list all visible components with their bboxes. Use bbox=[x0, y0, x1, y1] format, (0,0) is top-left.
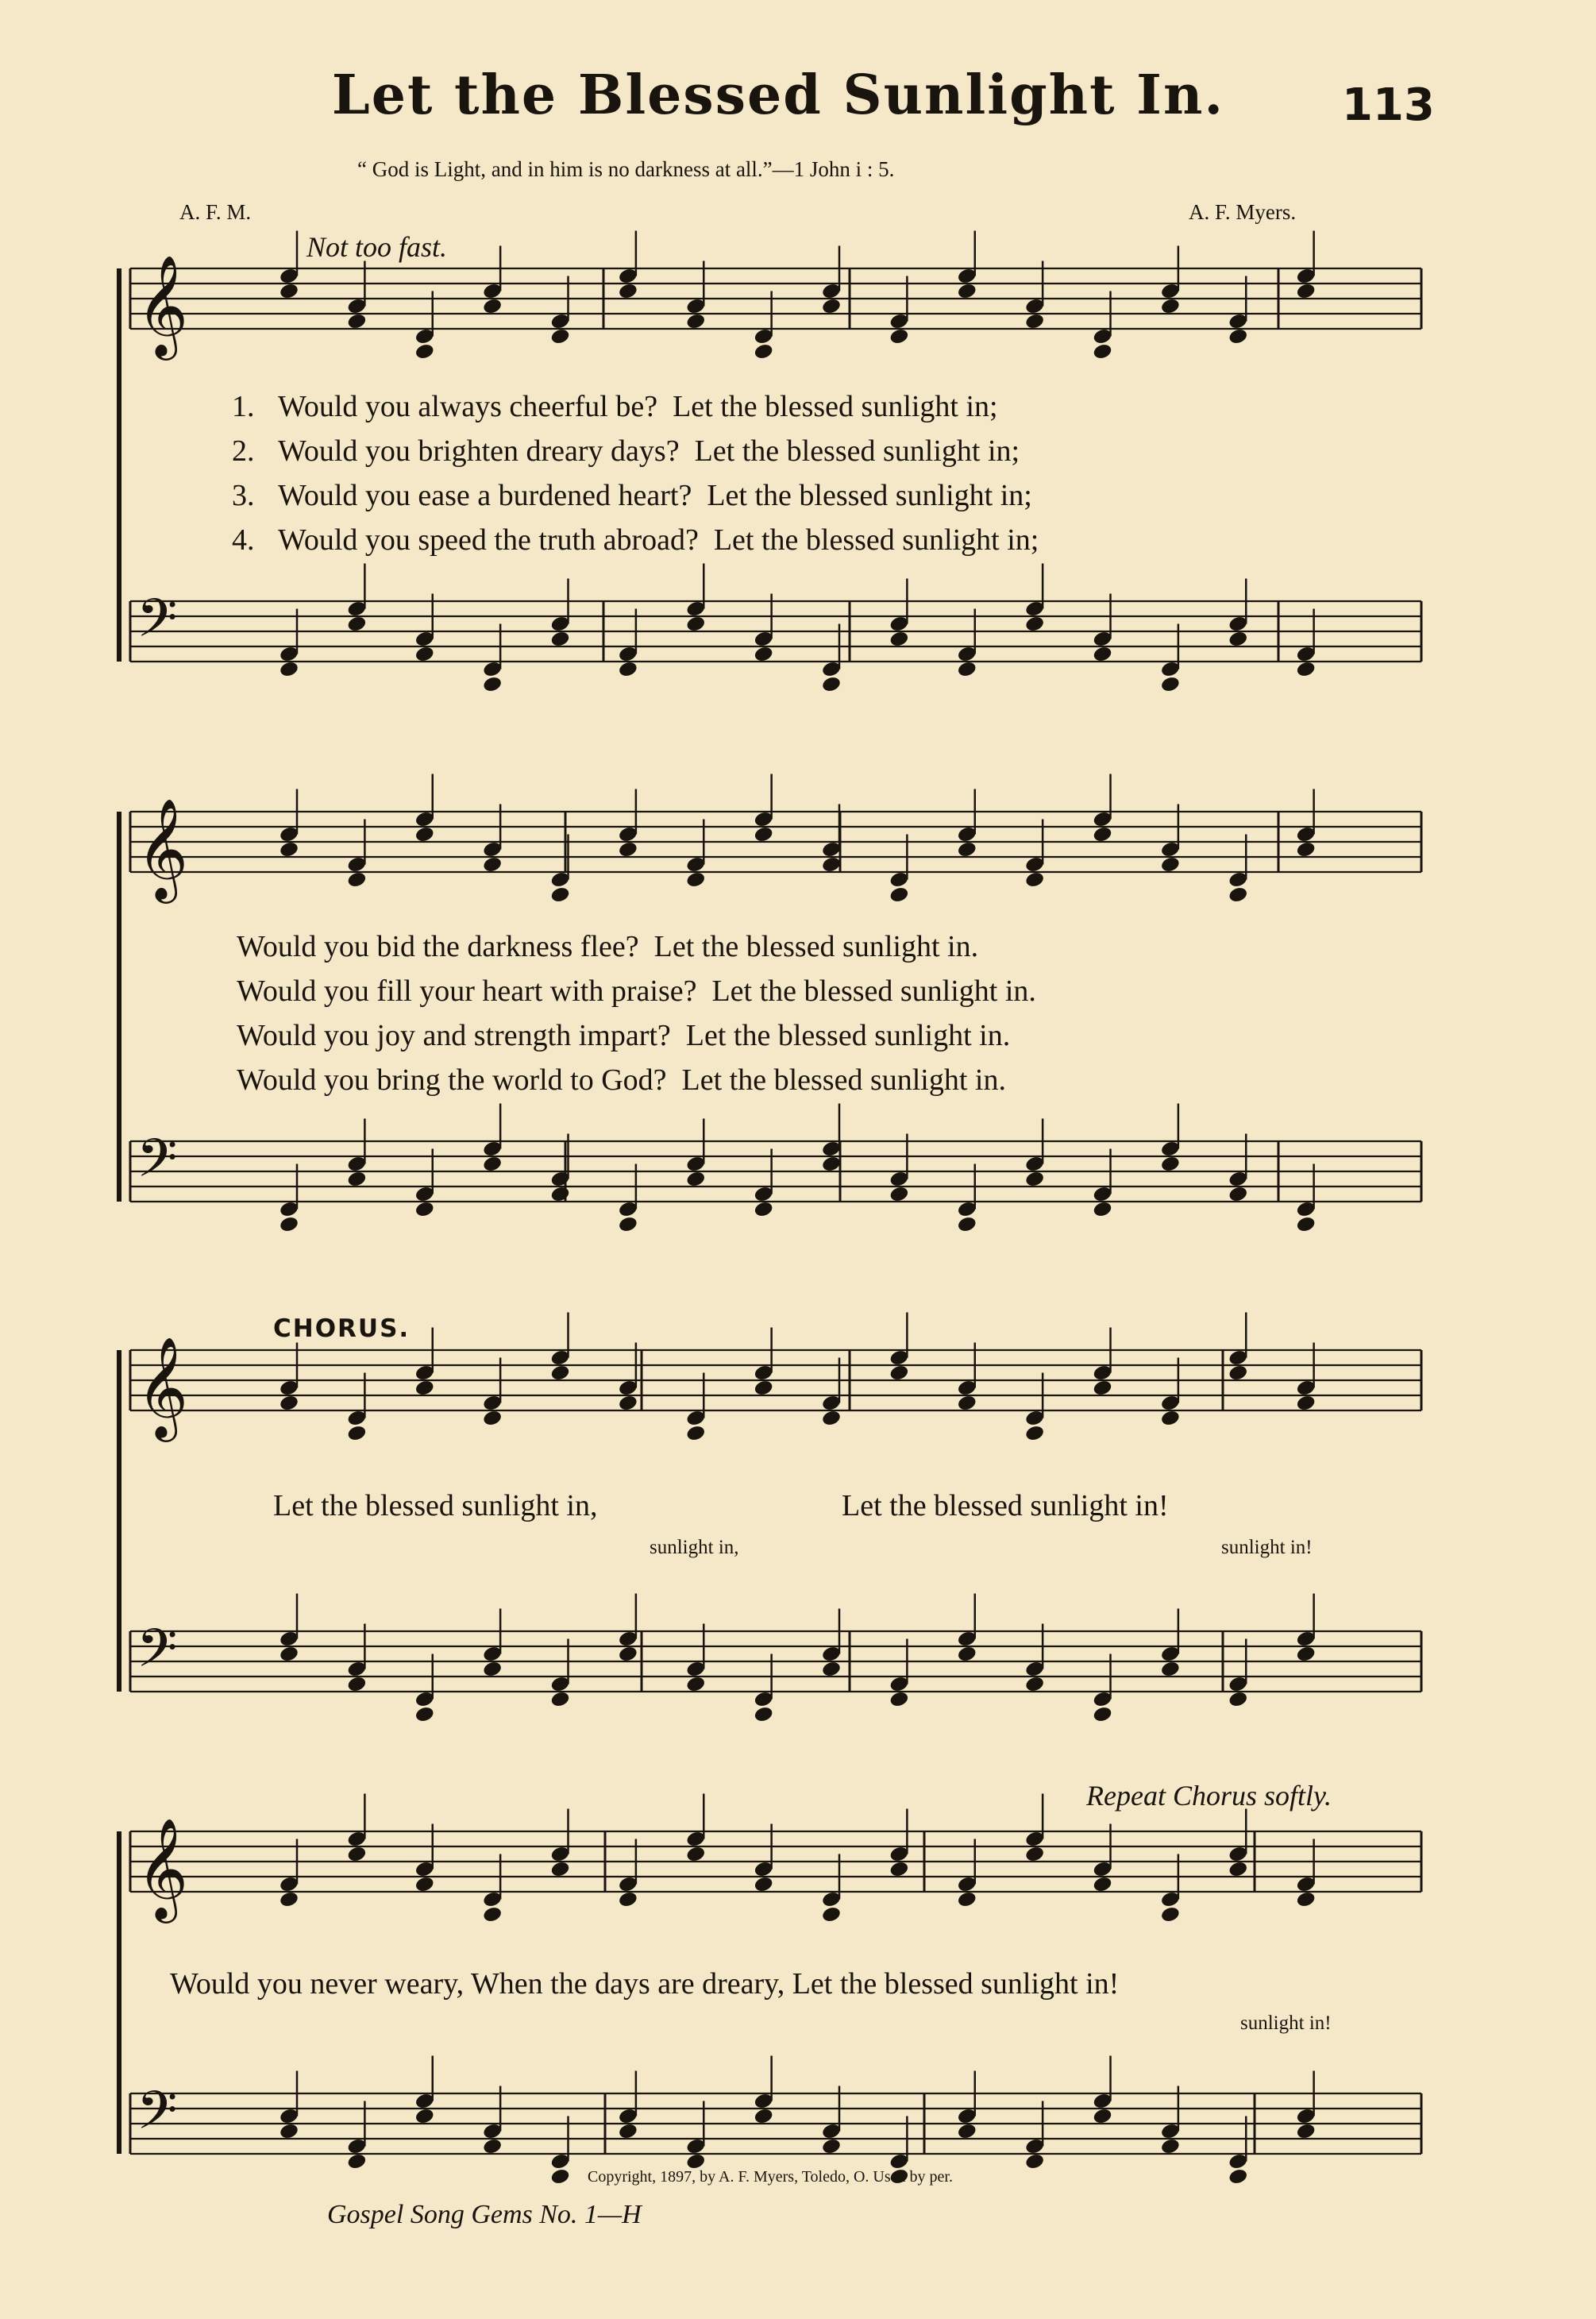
note-head bbox=[1024, 312, 1045, 330]
note-head bbox=[685, 615, 706, 633]
note-head bbox=[889, 1364, 909, 1382]
note-head bbox=[685, 870, 706, 889]
note-head bbox=[1024, 2152, 1045, 2170]
note-head bbox=[1024, 870, 1045, 889]
note-head bbox=[1024, 1424, 1045, 1442]
note-head bbox=[1296, 2122, 1317, 2140]
note-head bbox=[889, 886, 909, 904]
note-head bbox=[618, 282, 638, 300]
note-head bbox=[1092, 825, 1112, 843]
note-head bbox=[549, 630, 570, 648]
note-head bbox=[889, 1185, 909, 1203]
note-head bbox=[685, 312, 706, 330]
note-head bbox=[279, 1890, 299, 1908]
note-head bbox=[957, 2122, 977, 2140]
note-head bbox=[957, 1215, 977, 1233]
verse-number: 2. bbox=[232, 434, 255, 468]
note-head bbox=[821, 1409, 842, 1427]
note-head bbox=[821, 1155, 842, 1173]
note-head bbox=[279, 1215, 299, 1233]
note-head bbox=[957, 282, 977, 300]
note-head bbox=[279, 1645, 299, 1663]
note-head bbox=[1160, 1660, 1181, 1678]
verse-lyric-line: Would you always cheerful be? Let the blessed sunlight in; bbox=[278, 390, 998, 423]
verse-lyric-line: Would you bring the world to God? Let the blessed sunlight in. bbox=[237, 1063, 1006, 1097]
note-head bbox=[618, 1645, 638, 1663]
bass-clef-icon: 𝄢 bbox=[137, 1128, 178, 1202]
note-head bbox=[482, 1660, 503, 1678]
note-head bbox=[1228, 1690, 1248, 1708]
note-head bbox=[346, 1845, 367, 1863]
note-head bbox=[1092, 1379, 1112, 1397]
note-head bbox=[754, 1705, 774, 1723]
note-head bbox=[482, 1905, 503, 1923]
verse-lyric-line: Would you brighten dreary days? Let the blessed sunlight in; bbox=[278, 434, 1020, 468]
note-head bbox=[1024, 1845, 1045, 1863]
note-head bbox=[482, 1409, 503, 1427]
verse-lyric-line: Would you fill your heart with praise? Let the blessed sunlight in. bbox=[237, 974, 1036, 1008]
note-head bbox=[618, 1890, 638, 1908]
note-head bbox=[346, 1424, 367, 1442]
repeat-instruction: Repeat Chorus softly. bbox=[1086, 1780, 1332, 1812]
note-head bbox=[889, 327, 909, 345]
note-head bbox=[957, 1890, 977, 1908]
note-head bbox=[754, 2107, 774, 2125]
bass-clef-icon: 𝄢 bbox=[137, 1618, 178, 1692]
note-head bbox=[346, 1170, 367, 1188]
verse-lyric-line: Would you joy and strength impart? Let the blessed sunlight in. bbox=[237, 1019, 1011, 1052]
note-head bbox=[549, 1690, 570, 1708]
verse-lyric-line: Would you speed the truth abroad? Let the blessed sunlight in; bbox=[278, 523, 1039, 557]
note-head bbox=[1228, 1185, 1248, 1203]
note-head bbox=[821, 2137, 842, 2155]
note-head bbox=[1092, 342, 1112, 361]
note-head bbox=[346, 1675, 367, 1693]
note-head bbox=[549, 1860, 570, 1878]
note-head bbox=[1228, 1364, 1248, 1382]
note-head bbox=[1160, 1409, 1181, 1427]
note-head bbox=[1296, 1394, 1317, 1412]
note-head bbox=[754, 1379, 774, 1397]
note-head bbox=[549, 1185, 570, 1203]
note-head bbox=[1160, 2137, 1181, 2155]
note-head bbox=[821, 1660, 842, 1678]
treble-clef-icon: 𝄞 bbox=[137, 254, 189, 356]
note-head bbox=[279, 840, 299, 859]
note-head bbox=[279, 1394, 299, 1412]
note-head bbox=[685, 1845, 706, 1863]
chorus-lyric: Let the blessed sunlight in, bbox=[273, 1489, 598, 1522]
note-head bbox=[1228, 886, 1248, 904]
note-head bbox=[889, 1690, 909, 1708]
verse-lyric-line: Would you bid the darkness flee? Let the blessed sunlight in. bbox=[237, 930, 979, 963]
note-head bbox=[754, 342, 774, 361]
echo-lyric: sunlight in! bbox=[1221, 1537, 1313, 1558]
verse-lyric-line: Would you ease a burdened heart? Let the blessed sunlight in; bbox=[278, 479, 1032, 512]
treble-clef-icon: 𝄞 bbox=[137, 797, 189, 899]
note-head bbox=[1296, 1215, 1317, 1233]
note-head bbox=[482, 675, 503, 693]
note-head bbox=[414, 2107, 435, 2125]
note-head bbox=[549, 886, 570, 904]
note-head bbox=[482, 2137, 503, 2155]
note-head bbox=[754, 1200, 774, 1218]
note-head bbox=[1160, 855, 1181, 874]
note-head bbox=[1228, 1860, 1248, 1878]
composer-credit: A. F. Myers. bbox=[1189, 200, 1297, 224]
echo-lyric: sunlight in, bbox=[650, 1537, 739, 1558]
note-head bbox=[414, 1200, 435, 1218]
note-head bbox=[821, 855, 842, 874]
note-head bbox=[1092, 645, 1112, 663]
tempo-marking: Not too fast. bbox=[306, 231, 448, 263]
note-head bbox=[1160, 675, 1181, 693]
note-head bbox=[618, 660, 638, 678]
note-head bbox=[618, 2122, 638, 2140]
note-head bbox=[1228, 327, 1248, 345]
note-head bbox=[1024, 615, 1045, 633]
note-head bbox=[821, 1905, 842, 1923]
echo-lyric: sunlight in! bbox=[1240, 2012, 1332, 2034]
note-head bbox=[821, 297, 842, 315]
note-head bbox=[346, 870, 367, 889]
note-head bbox=[957, 1645, 977, 1663]
note-head bbox=[618, 1215, 638, 1233]
note-head bbox=[1092, 1875, 1112, 1893]
note-head bbox=[754, 825, 774, 843]
note-head bbox=[414, 645, 435, 663]
note-head bbox=[1024, 1675, 1045, 1693]
note-head bbox=[754, 1875, 774, 1893]
epigraph: “ God is Light, and in him is no darkness at all.”—1 John i : 5. bbox=[357, 157, 895, 181]
note-head bbox=[414, 1705, 435, 1723]
note-head bbox=[889, 1860, 909, 1878]
note-head bbox=[957, 1394, 977, 1412]
note-head bbox=[549, 1364, 570, 1382]
note-head bbox=[1296, 1890, 1317, 1908]
treble-clef-icon: 𝄞 bbox=[137, 1336, 189, 1437]
note-head bbox=[957, 660, 977, 678]
chorus-lyric: Would you never weary, When the days are dreary, Let the blessed sunlight in! bbox=[170, 1967, 1120, 2001]
copyright-notice: Copyright, 1897, by A. F. Myers, Toledo, O. Used by per. bbox=[588, 2168, 953, 2186]
treble-clef-icon: 𝄞 bbox=[137, 1817, 189, 1919]
note-head bbox=[414, 1379, 435, 1397]
note-head bbox=[414, 825, 435, 843]
note-head bbox=[346, 2152, 367, 2170]
page-number: 113 bbox=[1342, 79, 1435, 131]
note-head bbox=[754, 645, 774, 663]
note-head bbox=[1160, 1905, 1181, 1923]
note-head bbox=[414, 1875, 435, 1893]
note-head bbox=[1024, 1170, 1045, 1188]
note-head bbox=[414, 342, 435, 361]
note-head bbox=[1092, 2107, 1112, 2125]
note-head bbox=[482, 855, 503, 874]
verse-number: 3. bbox=[232, 479, 255, 512]
book-footer: Gospel Song Gems No. 1—H bbox=[327, 2200, 642, 2229]
note-head bbox=[482, 297, 503, 315]
bass-clef-icon: 𝄢 bbox=[137, 588, 178, 662]
note-head bbox=[1160, 1155, 1181, 1173]
note-head bbox=[1228, 2167, 1248, 2186]
note-head bbox=[482, 1155, 503, 1173]
note-head bbox=[279, 660, 299, 678]
note-head bbox=[1296, 282, 1317, 300]
verse-number: 4. bbox=[232, 523, 255, 557]
note-head bbox=[685, 1170, 706, 1188]
note-head bbox=[1092, 1705, 1112, 1723]
note-head bbox=[1296, 660, 1317, 678]
note-head bbox=[618, 1394, 638, 1412]
note-head bbox=[1228, 630, 1248, 648]
note-head bbox=[346, 615, 367, 633]
note-head bbox=[549, 2167, 570, 2186]
note-head bbox=[1092, 1200, 1112, 1218]
chorus-label: CHORUS. bbox=[273, 1314, 411, 1343]
note-head bbox=[1296, 1645, 1317, 1663]
bass-clef-icon: 𝄢 bbox=[137, 2080, 178, 2154]
note-head bbox=[957, 840, 977, 859]
note-head bbox=[279, 2122, 299, 2140]
note-head bbox=[549, 327, 570, 345]
note-head bbox=[1160, 297, 1181, 315]
note-head bbox=[618, 840, 638, 859]
note-head bbox=[821, 675, 842, 693]
chorus-lyric: Let the blessed sunlight in! bbox=[842, 1489, 1169, 1522]
hymn-title: Let the Blessed Sunlight In. bbox=[331, 64, 1225, 127]
lyricist-credit: A. F. M. bbox=[179, 200, 252, 224]
note-head bbox=[1296, 840, 1317, 859]
note-head bbox=[889, 630, 909, 648]
note-head bbox=[685, 1424, 706, 1442]
verse-number: 1. bbox=[232, 390, 255, 423]
note-head bbox=[685, 1675, 706, 1693]
note-head bbox=[346, 312, 367, 330]
note-head bbox=[279, 282, 299, 300]
